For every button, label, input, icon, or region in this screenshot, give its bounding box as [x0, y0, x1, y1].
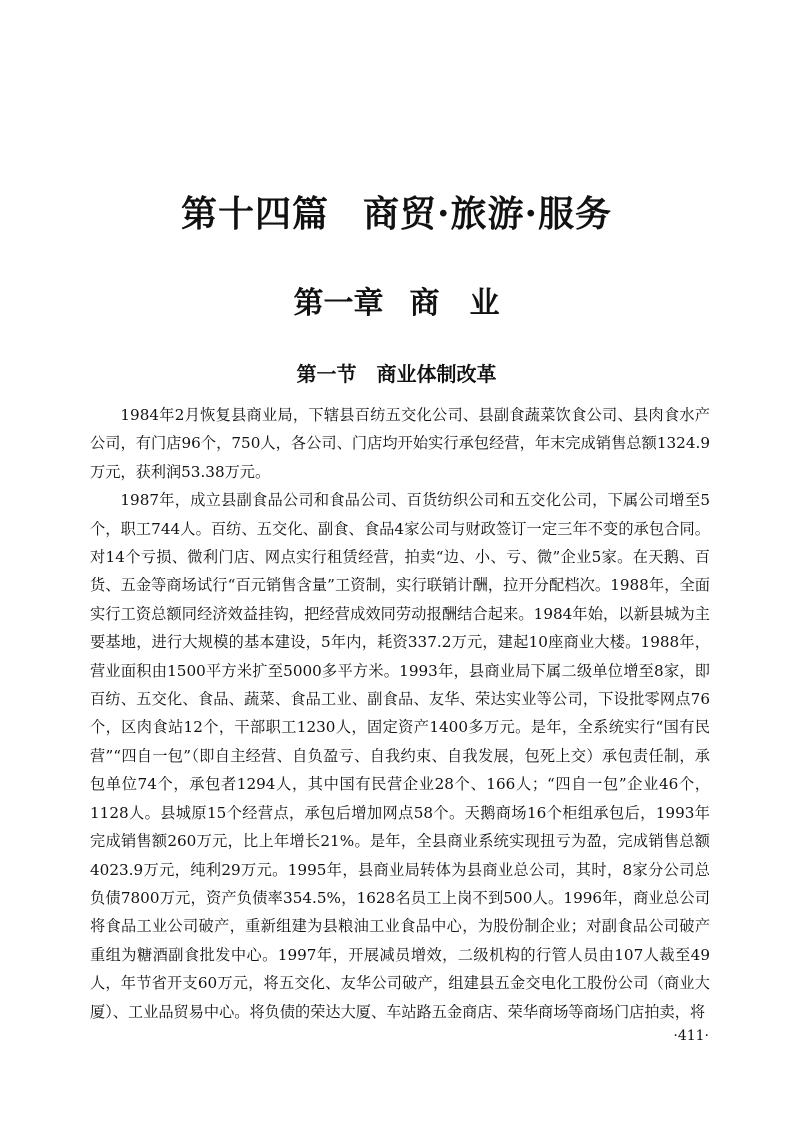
section-number: 第一节: [296, 362, 357, 386]
chapter-name: 商 业: [409, 286, 500, 321]
page-number: ·411·: [673, 1028, 709, 1044]
body-text: [90, 401, 710, 1026]
part-name: 商贸·旅游·服务: [362, 193, 613, 235]
chapter-title: [0, 278, 793, 322]
paragraph-1: 1984年2月恢复县商业局，下辖县百纺五交化公司、县副食蔬菜饮食公司、县肉食水产公司，有门店96个，750人，各公司、门店均开始实行承包经营，年末完成销售总额1324.9万元，获利润53.38万元。: [90, 406, 710, 481]
part-title: [0, 186, 793, 237]
section-title: [0, 358, 793, 387]
paragraph-2: 1987年，成立县副食品公司和食品公司、百货纺织公司和五交化公司，下属公司增至5个，职工744人。百纺、五交化、副食、食品4家公司与财政签订一定三年不变的承包合同。对14个亏损、微利门店、网点实行租赁经营，拍卖“边、小、亏、微”企业5家。在天鹅、百货、五金等商场试行“百元销售含量”工资制，实行联销计酬，拉开分配档次。1988年，全面实行工资总额同经济效益挂钩，把经营成效同劳动报酬结合起来。1984年始，以新县城为主要基地，进行大规模的基本建设，5年内，耗资337.2万元，建起10座商业大楼。1988年，营业面积由1500平方米扩至5000多平方米。1993年，县商业局下属二级单位增至8家，即百纺、五交化、食品、蔬菜、食品工业、副食品、友华、荣达实业等公司，下设批零网点76个，区肉食站12个，干部职工1230人，固定资产1400多万元。是年，全系统实行“国有民营”“四自一包”（即自主经营、自负盈亏、自我约束、自我发展，包死上交）承包责任制，承包单位74个，承包者1294人，其中国有民营企业28个、166人；“四自一包”企业46个，1128人。县城原15个经营点，承包后增加网点58个。天鹅商场16个柜组承包后，1993年完成销售额260万元，比上年增长21%。是年，全县商业系统实现扭亏为盈，完成销售总额4023.9万元，纯利29万元。1995年，县商业局转体为县商业总公司，其时，8家分公司总负债7800万元，资产负债率354.5%，1628名员工上岗不到500人。1996年，商业总公司将食品工业公司破产，重新组建为县粮油工业食品中心，为股份制企业；对副食品公司破产重组为糖酒副食批发中心。1997年，开展减员增效，二级机构的行管人员由107人裁至49人，年节省开支60万元，将五交化、友华公司破产，组建县五金交电化工股份公司（商业大厦）、工业品贸易中心。将负债的荣达大厦、车站路五金商店、荣华商场等商场门店拍卖，将: [90, 491, 710, 1021]
section-name: 商业体制改革: [376, 362, 497, 386]
chapter-number: 第一章: [293, 286, 384, 321]
part-number: 第十四篇: [180, 193, 329, 235]
